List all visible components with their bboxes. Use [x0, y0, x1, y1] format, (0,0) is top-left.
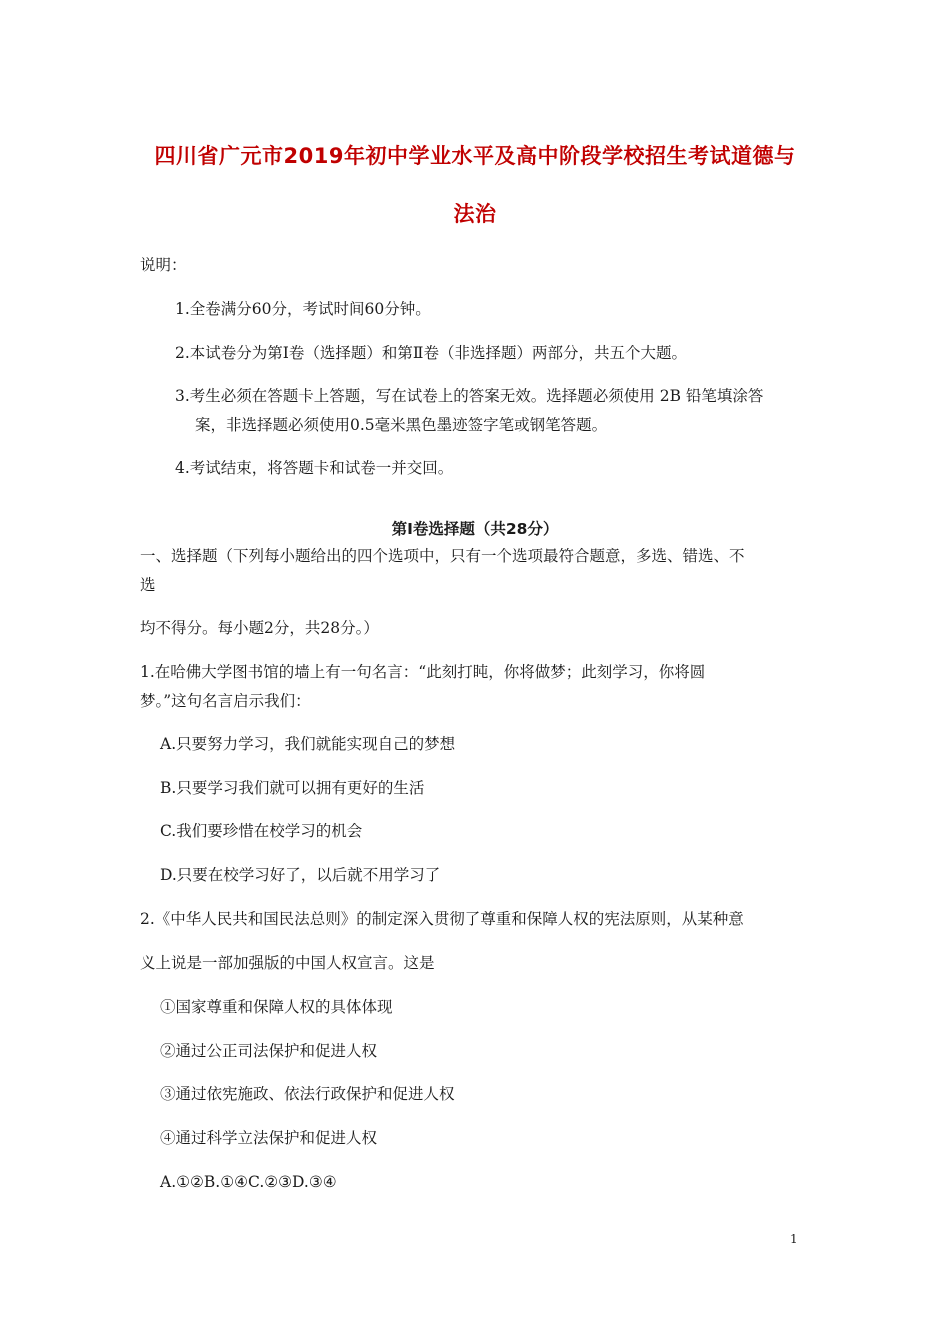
question-2-stem: 义上说是一部加强版的中国人权宣言。这是	[140, 954, 435, 972]
part-intro: 选	[140, 576, 156, 594]
part-intro: 一、选择题（下列每小题给出的四个选项中，只有一个选项最符合题意，多选、错选、不	[140, 547, 745, 565]
question-1-option-d: D.只要在校学习好了，以后就不用学习了	[160, 866, 441, 884]
question-2-stem: 2.《中华人民共和国民法总则》的制定深入贯彻了尊重和保障人权的宪法原则，从某种意	[140, 910, 744, 928]
question-1-stem: 梦。”这句名言启示我们：	[140, 692, 311, 710]
question-1-stem: 1.在哈佛大学图书馆的墙上有一句名言：“此刻打盹，你将做梦；此刻学习，你将圆	[140, 663, 706, 681]
question-1-option-a: A.只要努力学习，我们就能实现自己的梦想	[160, 735, 456, 753]
question-2-statement-4: ④通过科学立法保护和促进人权	[160, 1129, 378, 1147]
section-title: 第Ⅰ卷选择题（共28分）	[391, 519, 559, 538]
part-intro: 均不得分。每小题2分，共28分。）	[140, 619, 379, 637]
instruction-item: 3.考生必须在答题卡上答题，写在试卷上的答案无效。选择题必须使用 2B 铅笔填涂答	[175, 387, 764, 405]
instruction-item-continued: 案，非选择题必须使用0.5毫米黑色墨迹签字笔或钢笔答题。	[195, 416, 608, 434]
title-line-2: 法治	[453, 202, 497, 226]
instruction-item: 4.考试结束，将答题卡和试卷一并交回。	[175, 459, 454, 477]
question-2-statement-2: ②通过公正司法保护和促进人权	[160, 1042, 378, 1060]
instructions-heading: 说明：	[140, 256, 187, 274]
question-2-options: A.①②B.①④C.②③D.③④	[160, 1173, 337, 1191]
title-line-1: 四川省广元市2019年初中学业水平及高中阶段学校招生考试道德与	[154, 144, 796, 168]
question-1-option-c: C.我们要珍惜在校学习的机会	[160, 822, 363, 840]
question-1-option-b: B.只要学习我们就可以拥有更好的生活	[160, 779, 425, 797]
instruction-item: 2.本试卷分为第Ⅰ卷（选择题）和第Ⅱ卷（非选择题）两部分，共五个大题。	[175, 344, 687, 362]
instruction-item: 1.全卷满分60分，考试时间60分钟。	[175, 300, 431, 318]
question-2-statement-3: ③通过依宪施政、依法行政保护和促进人权	[160, 1085, 455, 1103]
page-number: 1	[790, 1232, 798, 1246]
question-2-statement-1: ①国家尊重和保障人权的具体体现	[160, 998, 393, 1016]
